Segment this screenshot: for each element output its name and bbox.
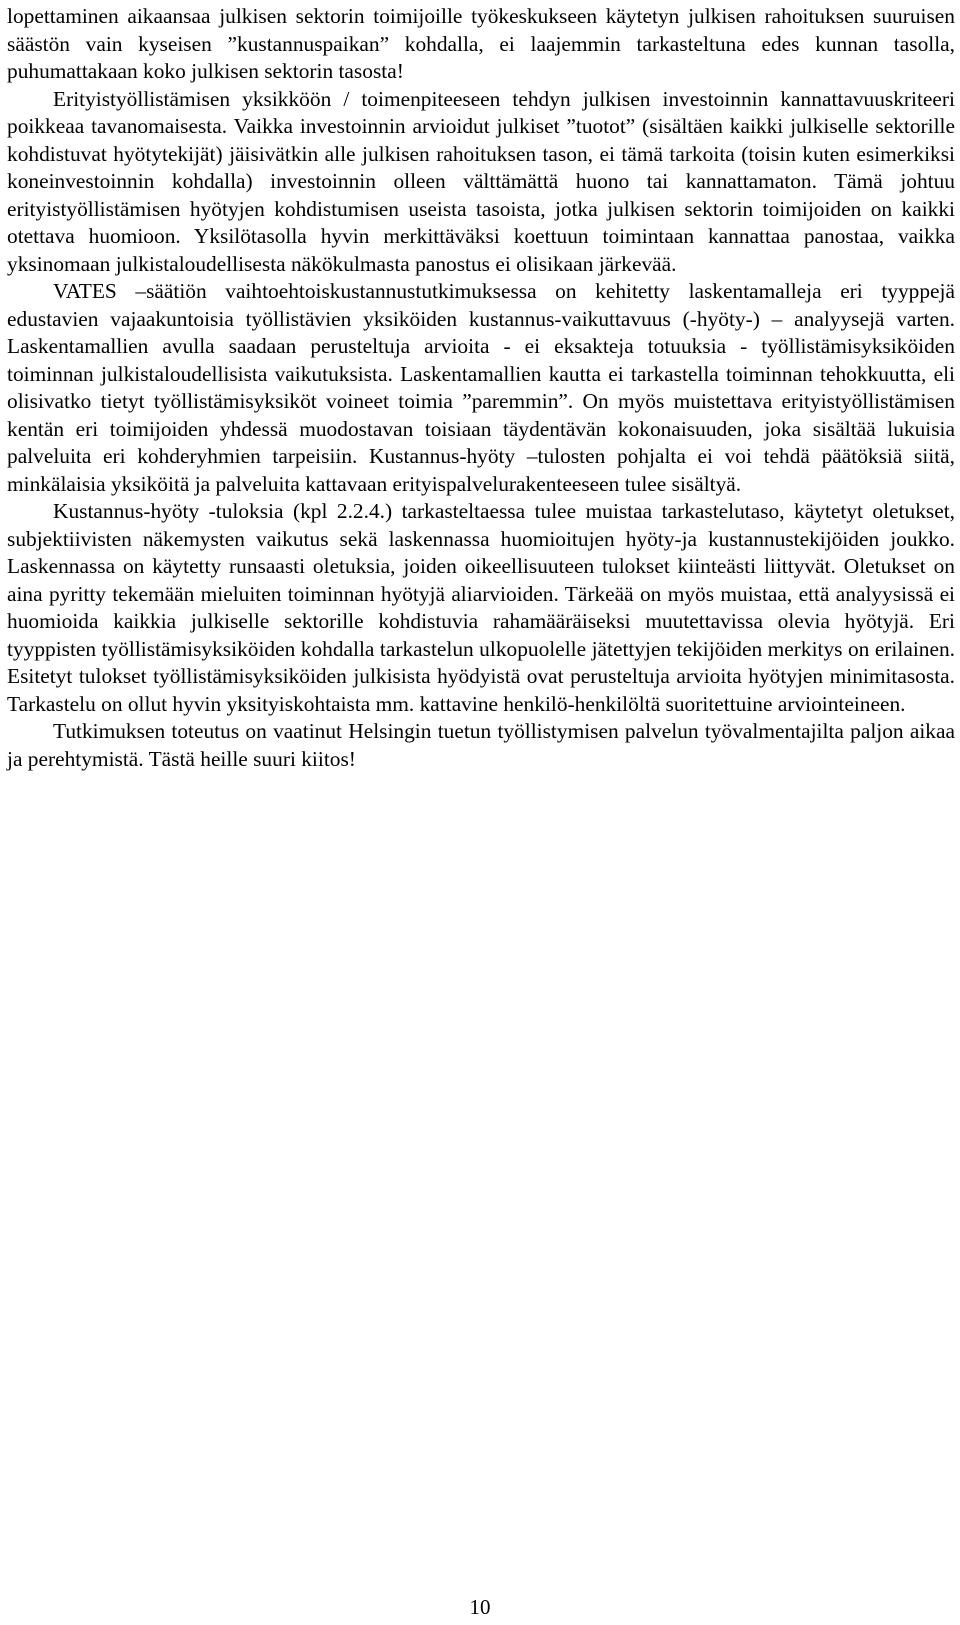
document-page [7, 3, 955, 773]
paragraph-vates-models: VATES –säätiön vaihtoehtoiskustannustutkimuksessa on kehitetty laskentamalleja eri tyyppejä edustavien vajaakuntoisia työllistävien yksiköiden kustannus-vaikuttavuus (-hyöty-) – analyysejä varten. Laskentamallien avulla saadaan perusteltuja arvioita - ei eksakteja totuuksia - työllistämisyksiköiden toiminnan julkistaloudellisista vaikutuksista. Laskentamallien kautta ei tarkastella toiminnan tehokkuutta, eli olisivatko tietyt työllistämisyksiköt voineet toimia ”paremmin”. On myös muistettava erityistyöllistämisen kentän eri toimijoiden yhdessä muodostavan toisiaan täydentävän kokonaisuuden, joka sisältää lukuisia palveluita eri kohderyhmien tarpeisiin. Kustannus-hyöty –tulosten pohjalta ei voi tehdä päätöksiä siitä, minkälaisia yksiköitä ja palveluita kattavaan erityispalvelurakenteeseen tulee sisältyä. [7, 279, 955, 496]
paragraph-acknowledgement: Tutkimuksen toteutus on vaatinut Helsingin tuetun työllistymisen palvelun työvalmentajilta paljon aikaa ja perehtymistä. Tästä heille suuri kiitos! [7, 719, 955, 771]
page-number: 10 [469, 1595, 491, 1619]
paragraph-continuation: lopettaminen aikaansaa julkisen sektorin toimijoille työkeskukseen käytetyn julkisen rahoituksen suuruisen säästön vain kyseisen ”kustannuspaikan” kohdalla, ei laajemmin tarkasteltuna edes kunnan tasolla, puhumattakaan koko julkisen sektorin tasosta! [7, 4, 955, 83]
paragraph-investment-criteria: Erityistyöllistämisen yksikköön / toimenpiteeseen tehdyn julkisen investoinnin kannattavuuskriteeri poikkeaa tavanomaisesta. Vaikka investoinnin arvioidut julkiset ”tuotot” (sisältäen kaikki julkiselle sektorille kohdistuvat hyötytekijät) jäisivätkin alle julkisen rahoituksen tason, ei tämä tarkoita (toisin kuten esimerkiksi koneinvestoinnin kohdalla) investoinnin olleen välttämättä huono tai kannattamaton. Tämä johtuu erityistyöllistämisen hyötyjen kohdistumisen useista tasoista, jotka julkisen sektorin toimijoiden on kaikki otettava huomioon. Yksilötasolla hyvin merkittäväksi koettuun toimintaan kannattaa panostaa, vaikka yksinomaan julkistaloudellisesta näkökulmasta panostus ei olisikaan järkevää. [7, 86, 955, 276]
paragraph-cost-benefit-results: Kustannus-hyöty -tuloksia (kpl 2.2.4.) tarkasteltaessa tulee muistaa tarkastelutaso, käytetyt oletukset, subjektiivisten näkemysten vaikutus sekä laskennassa huomioitujen hyöty-ja kustannustekijöiden joukko. Laskennassa on käytetty runsaasti oletuksia, joiden oikeellisuuteen tulokset kiinteästi liittyvät. Oletukset on aina pyritty tekemään mieluiten toiminnan hyötyjä aliarvioiden. Tärkeää on myös muistaa, että analyysissä ei huomioida kaikkia julkiselle sektorille kohdistuvia rahamääräiseksi muutettavissa olevia hyötyjä. Eri tyyppisten työllistämisyksiköiden kohdalla tarkastelun ulkopuolelle jätettyjen tekijöiden merkitys on erilainen. Esitetyt tulokset työllistämisyksiköiden julkisista hyödyistä ovat perusteltuja arvioita hyötyjen minimitasosta. Tarkastelu on ollut hyvin yksityiskohtaista mm. kattavine henkilö-henkilöltä suoritettuine arviointeineen. [7, 499, 955, 716]
